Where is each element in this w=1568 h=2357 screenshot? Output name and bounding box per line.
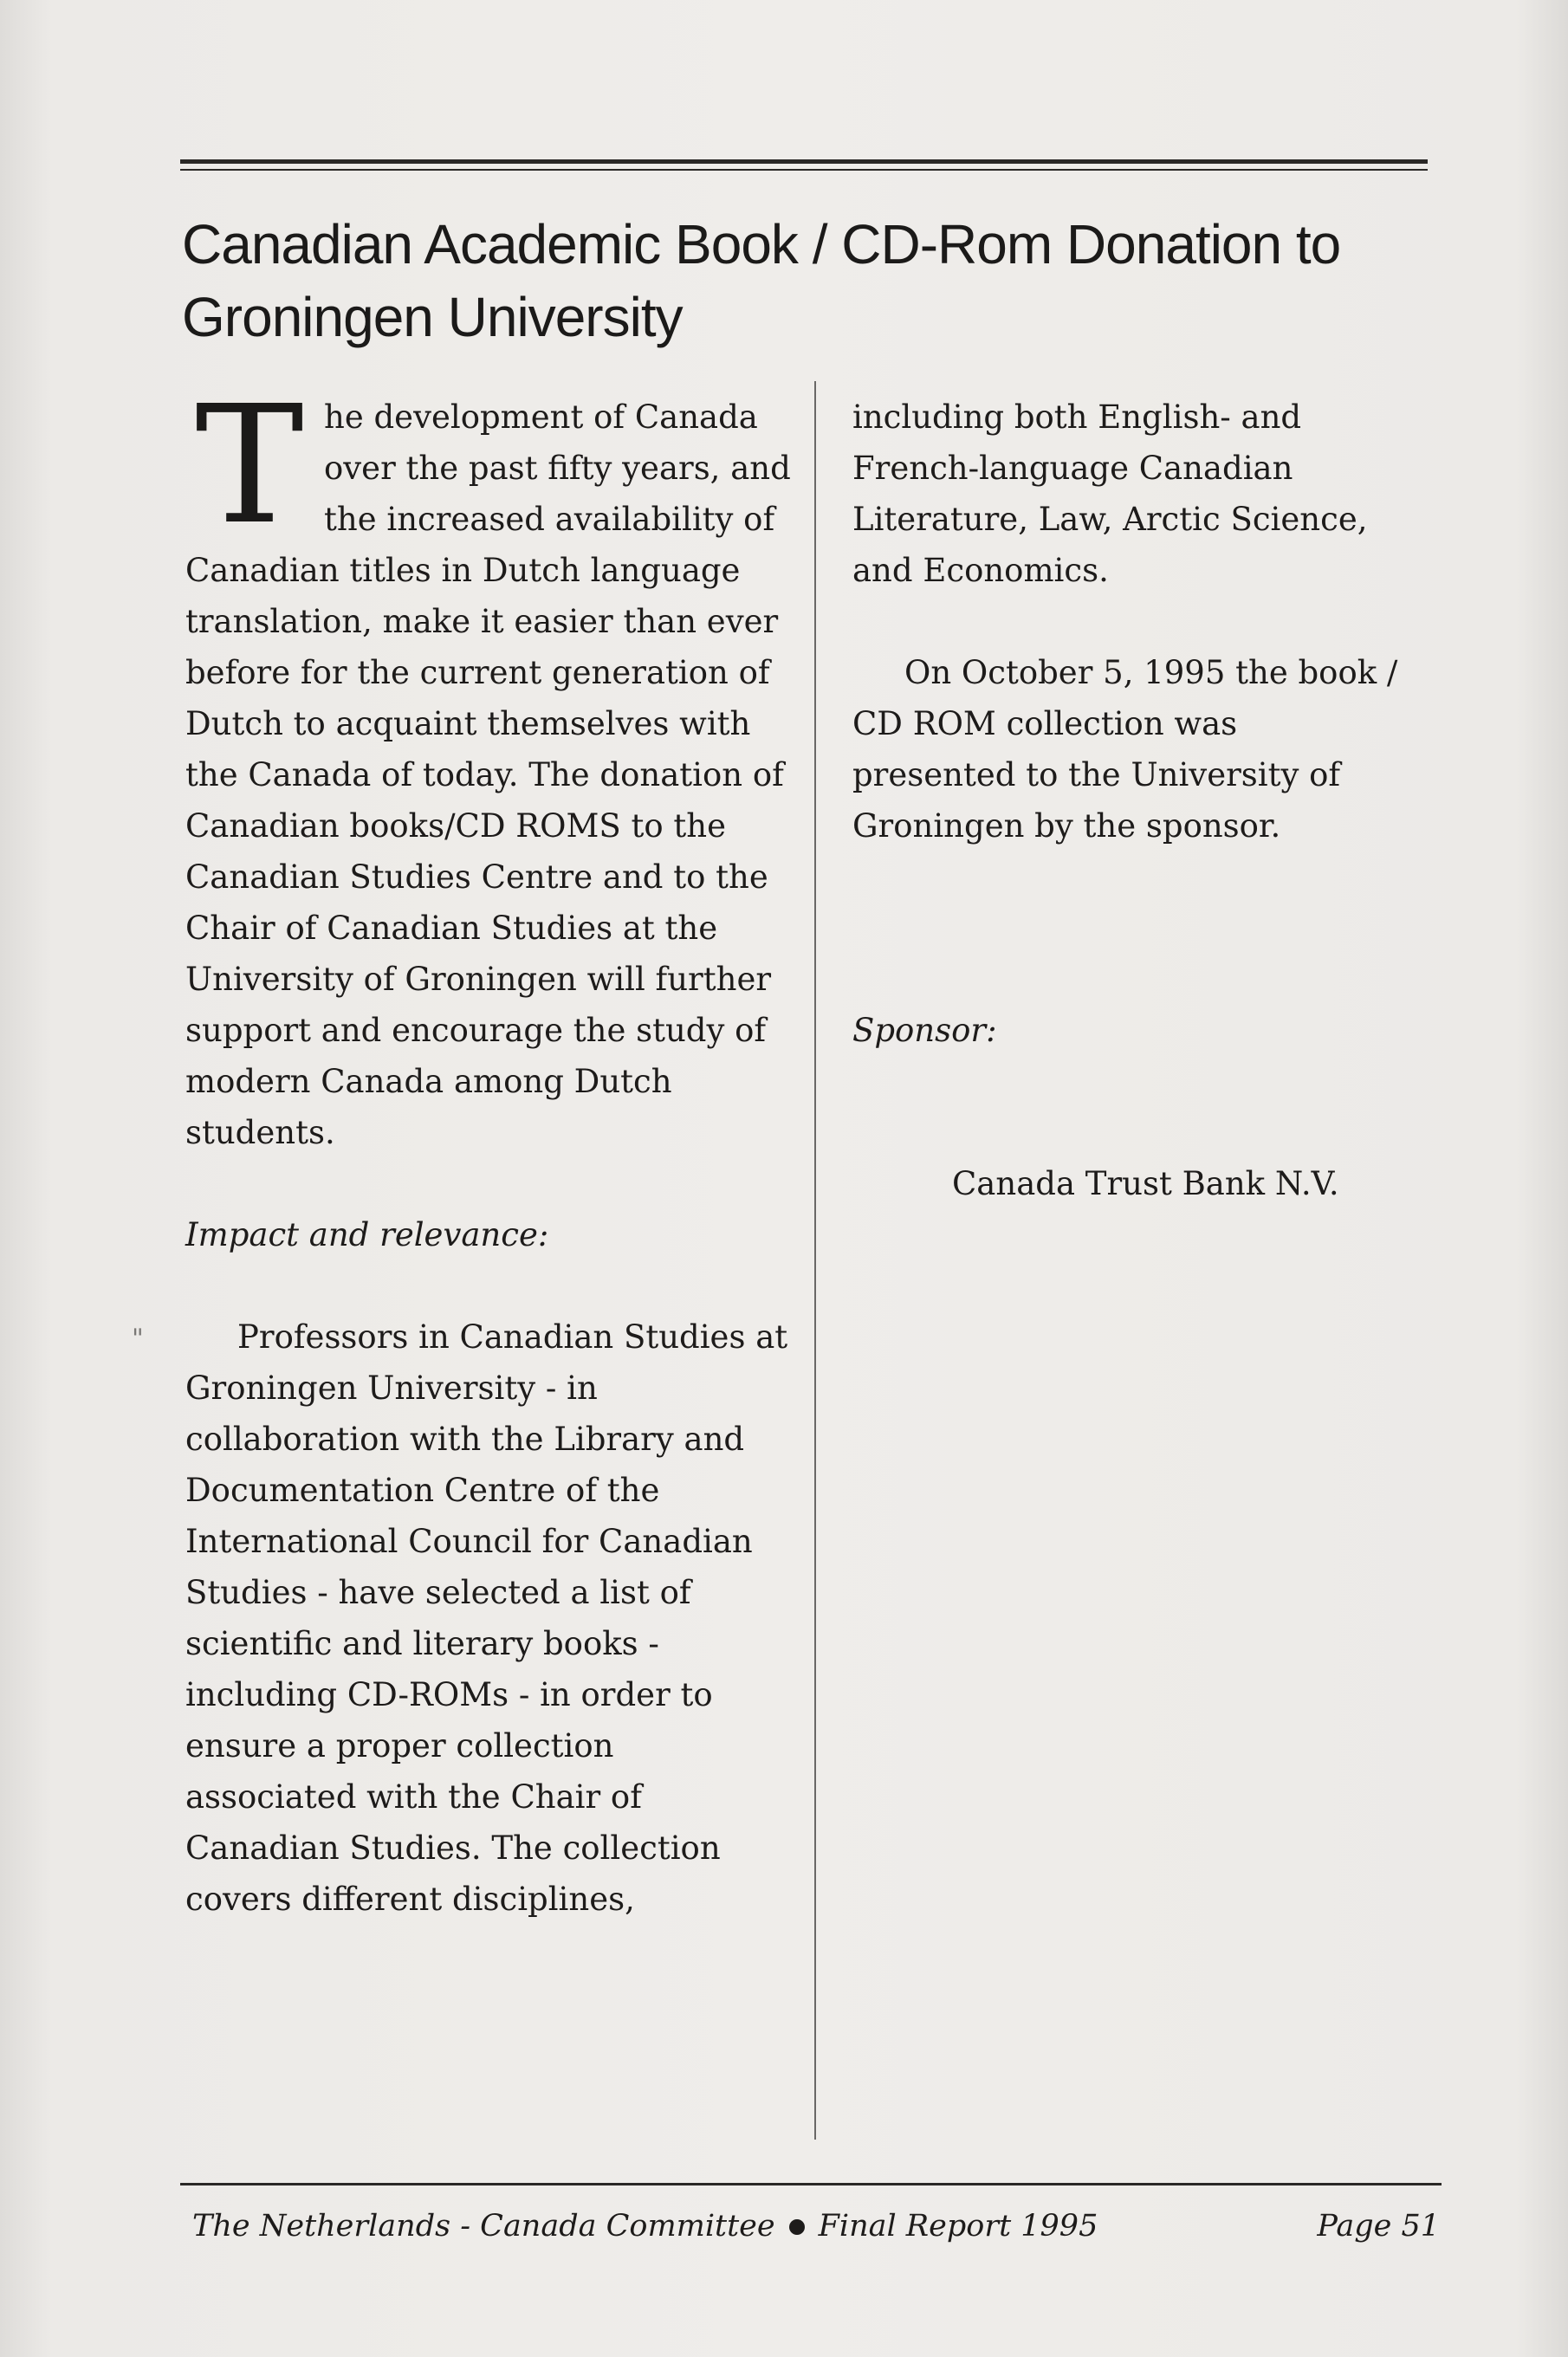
sponsor-heading: Sponsor: bbox=[852, 1012, 997, 1049]
column-divider bbox=[814, 381, 816, 2140]
right-column bbox=[852, 392, 1407, 1209]
continued-paragraph: including both English- and French-language Canadian Literature, Law, Arctic Science, and Economics. bbox=[852, 398, 1368, 589]
impact-heading: Impact and relevance: bbox=[185, 1216, 549, 1253]
header-rule-thick bbox=[180, 159, 1428, 164]
drop-cap: T bbox=[195, 371, 304, 560]
footer-left bbox=[192, 2200, 1098, 2252]
footer-rule bbox=[180, 2183, 1442, 2185]
left-column bbox=[185, 371, 792, 1925]
bullet-icon bbox=[789, 2219, 805, 2235]
article-title: Canadian Academic Book / CD-Rom Donation to Groningen University bbox=[182, 213, 1341, 348]
sponsor-name: Canada Trust Bank N.V. bbox=[952, 1165, 1339, 1202]
intro-paragraph bbox=[185, 371, 792, 1158]
footer-publisher: The Netherlands - Canada Committee bbox=[192, 2209, 775, 2244]
margin-mark: " bbox=[132, 1324, 144, 1354]
page-number: Page 51 bbox=[1317, 2209, 1440, 2244]
presentation-paragraph: On October 5, 1995 the book / CD ROM collection was presented to the University of Groningen by the sponsor. bbox=[852, 654, 1398, 845]
intro-text: he development of Canada over the past fifty years, and the increased availability of Canadian titles in Dutch language translation, make it easier than ever before for the current generation of Dutch to acquaint themselves with the Canada of today. The donation of Canadian books/CD ROMS to the Canadian Studies Centre and to the Chair of Canadian Studies at the University of Groningen will further support and encourage the study of modern Canada among Dutch students. bbox=[185, 398, 791, 1151]
impact-paragraph: Professors in Canadian Studies at Groningen University - in collaboration with the Library and Documentation Centre of the International Council for Canadian Studies - have selected a list of scientific and literary books - including CD-ROMs - in order to ensure a proper collection associated with the Chair of Canadian Studies. The collection covers different disciplines, bbox=[185, 1318, 788, 1918]
footer-report: Final Report 1995 bbox=[818, 2209, 1098, 2244]
page-footer bbox=[192, 2200, 1440, 2252]
header-rule-thin bbox=[180, 169, 1428, 171]
